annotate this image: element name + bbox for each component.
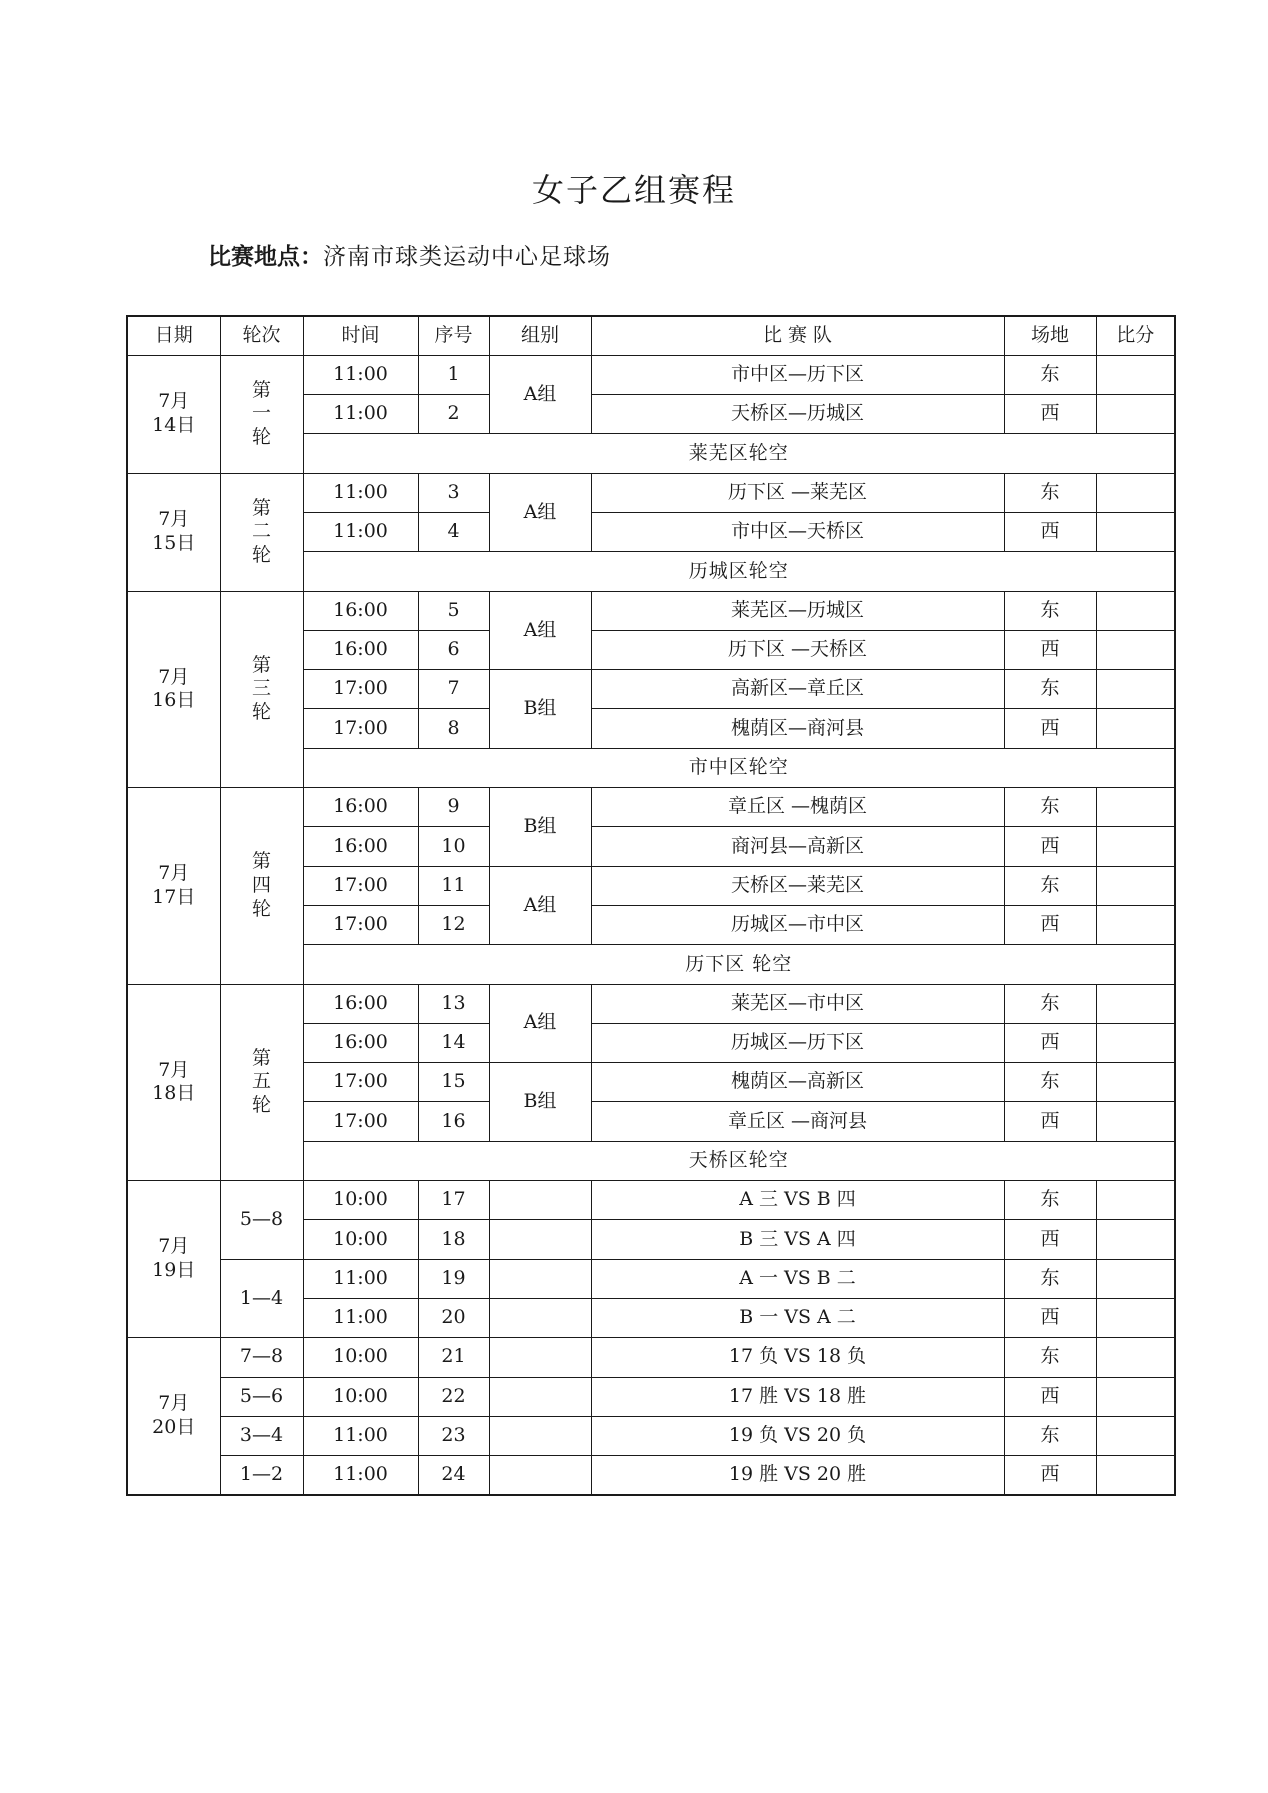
time-cell: 16:00: [303, 1023, 418, 1062]
score-cell[interactable]: [1096, 1377, 1175, 1416]
score-cell[interactable]: [1096, 827, 1175, 866]
score-cell[interactable]: [1096, 1023, 1175, 1062]
table-row: [127, 1338, 1175, 1377]
time-cell: 11:00: [303, 1259, 418, 1298]
match-no-cell: 15: [418, 1063, 489, 1102]
time-cell: 11:00: [303, 512, 418, 551]
time-cell: 11:00: [303, 1456, 418, 1495]
score-cell[interactable]: [1096, 709, 1175, 748]
field-cell: 西: [1004, 709, 1096, 748]
teams-cell: B 三 VS A 四: [591, 1220, 1004, 1259]
match-no-cell: 3: [418, 473, 489, 512]
teams-cell: 历下区 —天桥区: [591, 630, 1004, 669]
header-teams: 比 赛 队: [591, 316, 1004, 355]
table-row: [127, 1377, 1175, 1416]
round-cell: 第 一 轮: [220, 355, 303, 473]
field-cell: 东: [1004, 866, 1096, 905]
bye-cell: 天桥区轮空: [303, 1141, 1175, 1180]
group-cell: [489, 1298, 591, 1337]
match-no-cell: 24: [418, 1456, 489, 1495]
teams-cell: 高新区—章丘区: [591, 670, 1004, 709]
header-no: 序号: [418, 316, 489, 355]
time-cell: 16:00: [303, 984, 418, 1023]
date-cell: 7月 20日: [127, 1338, 220, 1495]
bye-cell: 市中区轮空: [303, 748, 1175, 787]
header-field: 场地: [1004, 316, 1096, 355]
group-cell: [489, 1220, 591, 1259]
teams-cell: 莱芜区—市中区: [591, 984, 1004, 1023]
venue-line: [208, 238, 611, 271]
teams-cell: 商河县—高新区: [591, 827, 1004, 866]
teams-cell: 市中区—天桥区: [591, 512, 1004, 551]
round-cell: 第 三 轮: [220, 591, 303, 787]
placement-cell: 1—2: [220, 1456, 303, 1495]
round-cell: 第 五 轮: [220, 984, 303, 1180]
score-cell[interactable]: [1096, 866, 1175, 905]
score-cell[interactable]: [1096, 788, 1175, 827]
time-cell: 16:00: [303, 630, 418, 669]
field-cell: 西: [1004, 395, 1096, 434]
group-cell: A组: [489, 984, 591, 1063]
group-cell: A组: [489, 866, 591, 945]
placement-cell: 5—6: [220, 1377, 303, 1416]
score-cell[interactable]: [1096, 395, 1175, 434]
match-no-cell: 18: [418, 1220, 489, 1259]
group-cell: [489, 1181, 591, 1220]
field-cell: 东: [1004, 984, 1096, 1023]
teams-cell: 章丘区 —槐荫区: [591, 788, 1004, 827]
field-cell: 西: [1004, 512, 1096, 551]
time-cell: 10:00: [303, 1220, 418, 1259]
score-cell[interactable]: [1096, 1338, 1175, 1377]
match-no-cell: 21: [418, 1338, 489, 1377]
round-cell: 第 二 轮: [220, 473, 303, 591]
date-cell: 7月 16日: [127, 591, 220, 787]
schedule-table: [126, 315, 1176, 1496]
table-row: [127, 1456, 1175, 1495]
time-cell: 16:00: [303, 591, 418, 630]
field-cell: 东: [1004, 473, 1096, 512]
field-cell: 西: [1004, 827, 1096, 866]
match-no-cell: 19: [418, 1259, 489, 1298]
teams-cell: 历城区—历下区: [591, 1023, 1004, 1062]
table-row: [127, 1181, 1175, 1220]
teams-cell: 19 胜 VS 20 胜: [591, 1456, 1004, 1495]
match-no-cell: 13: [418, 984, 489, 1023]
field-cell: 东: [1004, 1259, 1096, 1298]
teams-cell: 天桥区—莱芜区: [591, 866, 1004, 905]
teams-cell: 章丘区 —商河县: [591, 1102, 1004, 1141]
field-cell: 西: [1004, 630, 1096, 669]
match-no-cell: 17: [418, 1181, 489, 1220]
table-row: [127, 591, 1175, 630]
score-cell[interactable]: [1096, 984, 1175, 1023]
match-no-cell: 8: [418, 709, 489, 748]
time-cell: 11:00: [303, 355, 418, 394]
time-cell: 17:00: [303, 1102, 418, 1141]
round-cell: 第 四 轮: [220, 788, 303, 984]
field-cell: 西: [1004, 905, 1096, 944]
group-cell: [489, 1377, 591, 1416]
field-cell: 东: [1004, 670, 1096, 709]
score-cell[interactable]: [1096, 591, 1175, 630]
time-cell: 16:00: [303, 788, 418, 827]
group-cell: [489, 1259, 591, 1298]
score-cell[interactable]: [1096, 1416, 1175, 1455]
teams-cell: 历下区 —莱芜区: [591, 473, 1004, 512]
field-cell: 西: [1004, 1298, 1096, 1337]
group-cell: B组: [489, 670, 591, 749]
score-cell[interactable]: [1096, 512, 1175, 551]
date-cell: 7月 15日: [127, 473, 220, 591]
match-no-cell: 22: [418, 1377, 489, 1416]
match-no-cell: 16: [418, 1102, 489, 1141]
group-cell: A组: [489, 355, 591, 434]
score-cell[interactable]: [1096, 1259, 1175, 1298]
teams-cell: 19 负 VS 20 负: [591, 1416, 1004, 1455]
match-no-cell: 7: [418, 670, 489, 709]
table-row: [127, 984, 1175, 1023]
time-cell: 17:00: [303, 866, 418, 905]
placement-cell: 7—8: [220, 1338, 303, 1377]
table-row: [127, 355, 1175, 394]
field-cell: 西: [1004, 1023, 1096, 1062]
time-cell: 10:00: [303, 1338, 418, 1377]
placement-cell: 1—4: [220, 1259, 303, 1338]
time-cell: 10:00: [303, 1181, 418, 1220]
field-cell: 东: [1004, 1416, 1096, 1455]
table-row: [127, 473, 1175, 512]
score-cell[interactable]: [1096, 1220, 1175, 1259]
time-cell: 10:00: [303, 1377, 418, 1416]
teams-cell: 槐荫区—商河县: [591, 709, 1004, 748]
score-cell[interactable]: [1096, 355, 1175, 394]
group-cell: A组: [489, 473, 591, 552]
group-cell: [489, 1456, 591, 1495]
table-row: [127, 788, 1175, 827]
teams-cell: 17 胜 VS 18 胜: [591, 1377, 1004, 1416]
table-row: [127, 1259, 1175, 1298]
bye-cell: 历下区 轮空: [303, 945, 1175, 984]
date-cell: 7月 17日: [127, 788, 220, 984]
field-cell: 东: [1004, 1338, 1096, 1377]
teams-cell: 17 负 VS 18 负: [591, 1338, 1004, 1377]
header-date: 日期: [127, 316, 220, 355]
date-cell: 7月 14日: [127, 355, 220, 473]
field-cell: 西: [1004, 1102, 1096, 1141]
match-no-cell: 12: [418, 905, 489, 944]
group-cell: [489, 1338, 591, 1377]
group-cell: B组: [489, 788, 591, 867]
match-no-cell: 10: [418, 827, 489, 866]
score-cell[interactable]: [1096, 1298, 1175, 1337]
header-score: 比分: [1096, 316, 1175, 355]
time-cell: 17:00: [303, 905, 418, 944]
time-cell: 11:00: [303, 1298, 418, 1337]
field-cell: 东: [1004, 591, 1096, 630]
page-title: 女子乙组赛程: [531, 171, 736, 209]
placement-cell: 5—8: [220, 1181, 303, 1260]
score-cell[interactable]: [1096, 630, 1175, 669]
match-no-cell: 20: [418, 1298, 489, 1337]
score-cell[interactable]: [1096, 670, 1175, 709]
match-no-cell: 23: [418, 1416, 489, 1455]
venue-value: 济南市球类运动中心足球场: [323, 244, 611, 270]
teams-cell: 槐荫区—高新区: [591, 1063, 1004, 1102]
match-no-cell: 1: [418, 355, 489, 394]
field-cell: 东: [1004, 1063, 1096, 1102]
score-cell[interactable]: [1096, 1102, 1175, 1141]
placement-cell: 3—4: [220, 1416, 303, 1455]
match-no-cell: 9: [418, 788, 489, 827]
field-cell: 西: [1004, 1220, 1096, 1259]
field-cell: 东: [1004, 1181, 1096, 1220]
teams-cell: 历城区—市中区: [591, 905, 1004, 944]
teams-cell: 天桥区—历城区: [591, 395, 1004, 434]
venue-label: 比赛地点：: [208, 244, 323, 270]
match-no-cell: 5: [418, 591, 489, 630]
field-cell: 东: [1004, 788, 1096, 827]
field-cell: 西: [1004, 1456, 1096, 1495]
field-cell: 东: [1004, 355, 1096, 394]
time-cell: 17:00: [303, 709, 418, 748]
score-cell[interactable]: [1096, 1181, 1175, 1220]
table-row: [127, 1416, 1175, 1455]
time-cell: 16:00: [303, 827, 418, 866]
score-cell[interactable]: [1096, 1063, 1175, 1102]
time-cell: 17:00: [303, 670, 418, 709]
match-no-cell: 6: [418, 630, 489, 669]
time-cell: 17:00: [303, 1063, 418, 1102]
header-row: [127, 316, 1175, 355]
score-cell[interactable]: [1096, 905, 1175, 944]
match-no-cell: 14: [418, 1023, 489, 1062]
teams-cell: 莱芜区—历城区: [591, 591, 1004, 630]
date-cell: 7月 18日: [127, 984, 220, 1180]
score-cell[interactable]: [1096, 473, 1175, 512]
field-cell: 西: [1004, 1377, 1096, 1416]
teams-cell: A 三 VS B 四: [591, 1181, 1004, 1220]
teams-cell: A 一 VS B 二: [591, 1259, 1004, 1298]
group-cell: [489, 1416, 591, 1455]
time-cell: 11:00: [303, 473, 418, 512]
header-group: 组别: [489, 316, 591, 355]
header-round: 轮次: [220, 316, 303, 355]
time-cell: 11:00: [303, 1416, 418, 1455]
match-no-cell: 2: [418, 395, 489, 434]
group-cell: A组: [489, 591, 591, 670]
match-no-cell: 4: [418, 512, 489, 551]
match-no-cell: 11: [418, 866, 489, 905]
score-cell[interactable]: [1096, 1456, 1175, 1495]
bye-cell: 历城区轮空: [303, 552, 1175, 591]
group-cell: B组: [489, 1063, 591, 1142]
bye-cell: 莱芜区轮空: [303, 434, 1175, 473]
header-time: 时间: [303, 316, 418, 355]
teams-cell: B 一 VS A 二: [591, 1298, 1004, 1337]
date-cell: 7月 19日: [127, 1181, 220, 1338]
time-cell: 11:00: [303, 395, 418, 434]
teams-cell: 市中区—历下区: [591, 355, 1004, 394]
